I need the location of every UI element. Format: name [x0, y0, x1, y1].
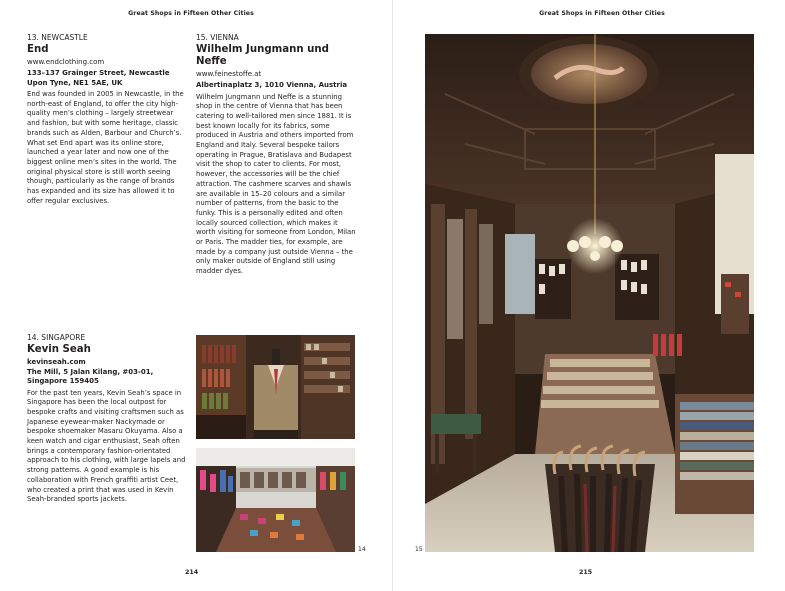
photo-kevin-seah-suit: [196, 335, 355, 439]
entry-number: 14. SINGAPORE: [27, 333, 86, 342]
shop-address: Albertinaplatz 3, 1010 Vienna, Austria: [196, 81, 348, 89]
photo-number-left: 14: [358, 546, 366, 553]
shop-name: Kevin Seah: [27, 344, 91, 355]
shop-description: End was founded in 2005 in Newcastle, in the north-east of England, to offer the city high-quality men’s clothing – largely streetwear and fashion, but with some heritage, classic brands such as Alden, Barbour and Church’s. What set End apart was its online store, launched a year later and now one of the biggest online men’s sites in the world. The original physical store is still worth seeing though, particularly as the range of brands has expanded and its size has allowed it to offer regular exclusives.: [27, 90, 184, 205]
shop-address: 133–137 Grainger Street, Newcastle Upon Tyne, NE1 5AE, UK: [27, 69, 170, 87]
shop-description: For the past ten years, Kevin Seah’s space in Singapore has been the local outpost for bespoke crafts and visiting craftsmen such as Japanese eyewear-maker Nackymade or bespoke shoemaker Masaru Okuyama. Also a keen watch and cigar enthusiast, Seah often brings a contemporary fashion-orientated approach to his clothing, with large lapels and strong patterns. A good example is his collaboration with French graffiti artist Ceet, who created a print that was used in Kevin Seah-branded sports jackets.: [27, 388, 186, 504]
entry-number: 15. VIENNA: [196, 33, 239, 42]
photo-kevin-seah-interior: [196, 448, 355, 552]
shop-url: www.endclothing.com: [27, 58, 105, 66]
entry-singapore: [27, 333, 187, 505]
shop-url: kevinseah.com: [27, 358, 86, 366]
shop-name: End: [27, 44, 49, 55]
shop-name: Wilhelm Jungmann und Neffe: [196, 44, 329, 67]
right-page: [393, 0, 785, 591]
shop-url: www.feinestoffe.at: [196, 70, 262, 78]
photo-number-right: 15: [415, 546, 423, 553]
page-number-left: 214: [185, 569, 199, 576]
entry-newcastle: [27, 33, 187, 206]
running-head-right: Great Shops in Fifteen Other Cities: [539, 10, 665, 17]
photo-wilhelm-jungmann-interior: [425, 34, 754, 552]
page-number-right: 215: [579, 569, 593, 576]
shop-address: The Mill, 5 Jalan Kilang, #03-01, Singapore 159405: [27, 367, 154, 385]
running-head-left: Great Shops in Fifteen Other Cities: [128, 10, 254, 17]
shop-description: Wilhelm Jungmann und Neffe is a stunning shop in the centre of Vienna that has been catering to well-tailored men since 1881. It is best known locally for its fabrics, some produced in Austria and others imported from England and Italy. Several bespoke tailors operating in Prague, Bratislava and Budapest visit the shop to cater to clients. For most, however, the accessories will be the chief attraction. The cashmere scarves and shawls are available in 15–20 colours and a similar number of patterns, from the basic to the funky. This is a personally edited and often locally sourced collection, which makes it worth visiting for someone from London, Milan or Paris. The madder ties, for example, are made by a company just outside Vienna – the only maker outside of England still using madder dyes.: [196, 92, 356, 276]
entry-number: 13. NEWCASTLE: [27, 33, 88, 42]
left-page: [0, 0, 392, 591]
entry-vienna: [196, 33, 356, 277]
